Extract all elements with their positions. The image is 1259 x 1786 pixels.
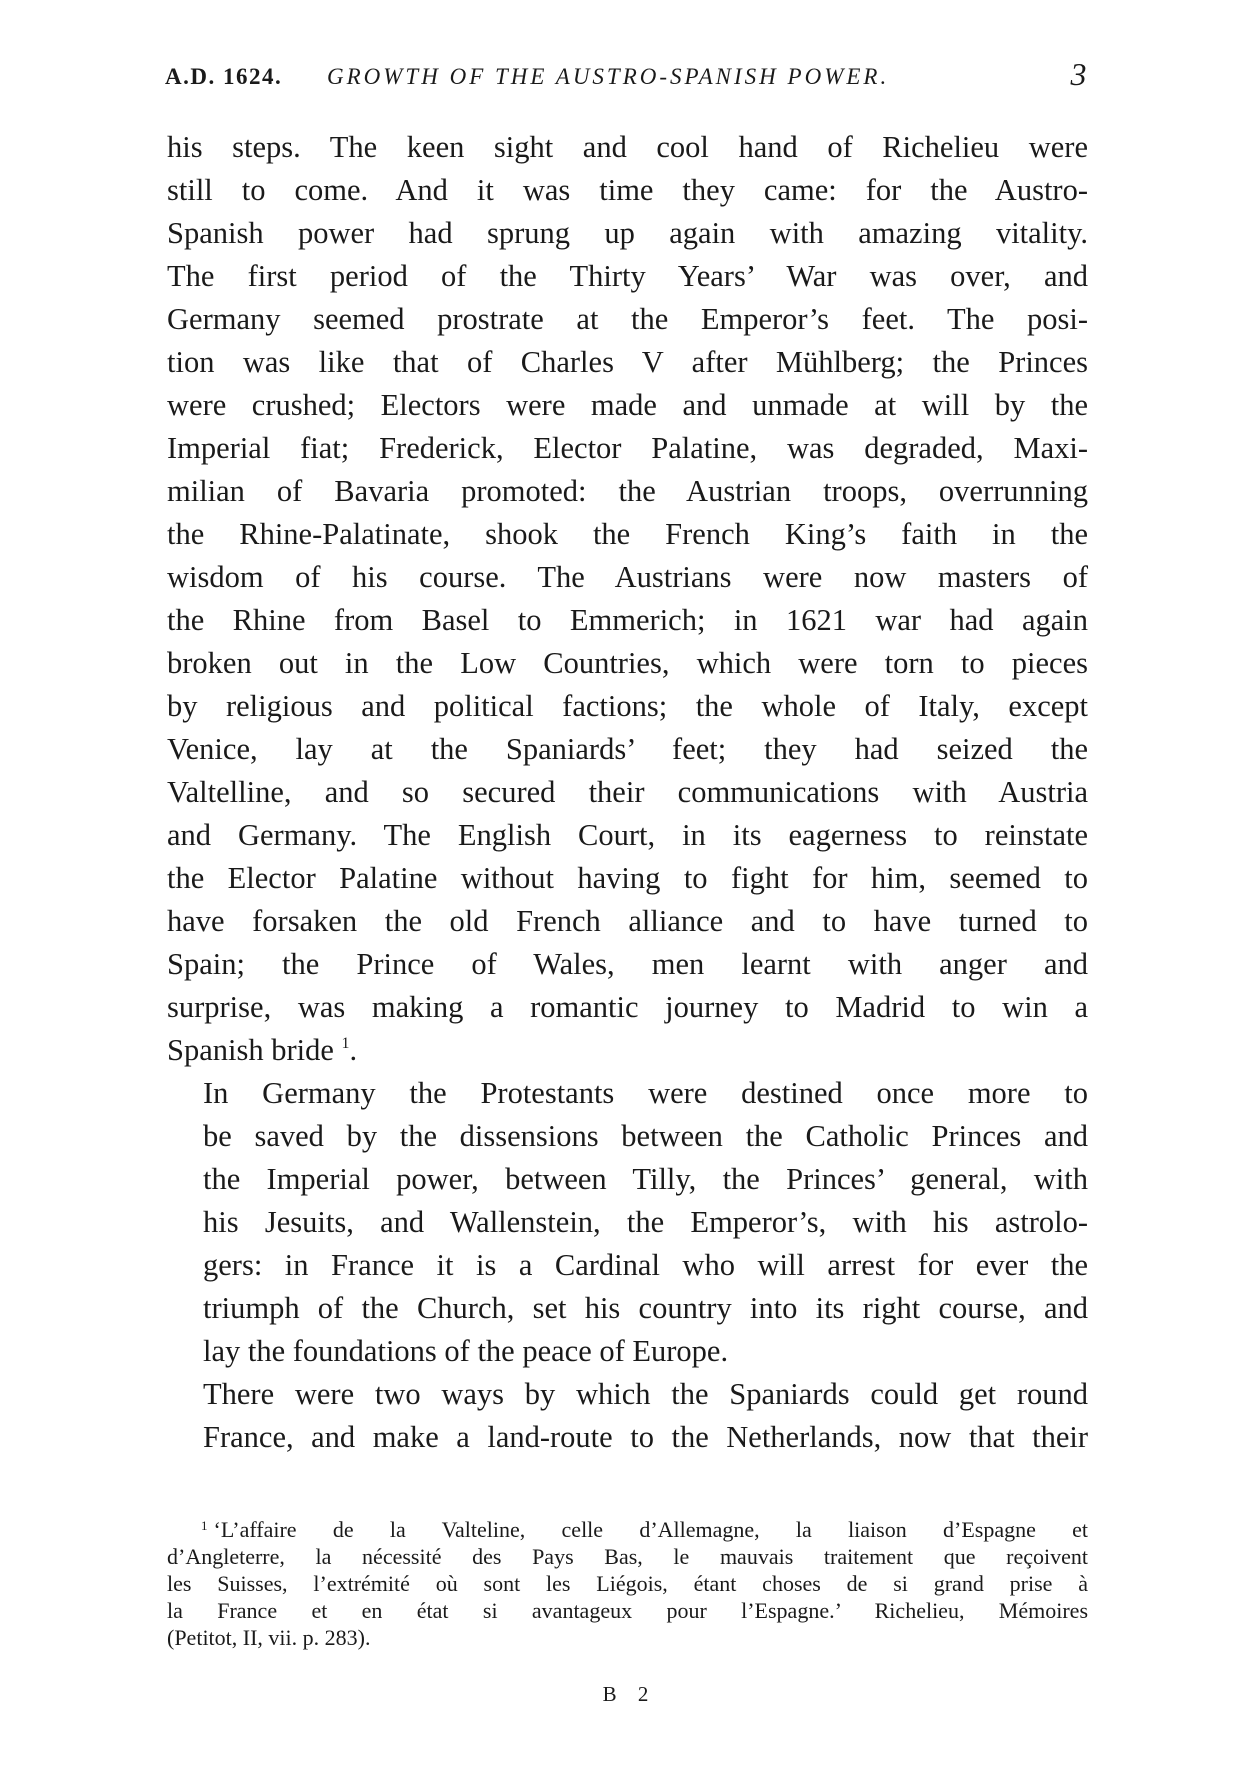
footnote-line: les Suisses, l’extrémité où sont les Liégois, étant choses de si grand prise à: [167, 1571, 1088, 1596]
text-line: the Imperial power, between Tilly, the Princes’ general, with: [203, 1162, 1088, 1196]
text-line: wisdom of his course. The Austrians were now masters of: [167, 560, 1088, 594]
running-head-date: A.D. 1624.: [165, 64, 283, 89]
paragraph-1: [167, 126, 1088, 1072]
text-line: triumph of the Church, set his country into its right course, and: [203, 1291, 1088, 1325]
running-head-title: GROWTH OF THE AUSTRO-SPANISH POWER.: [327, 64, 890, 89]
footnote-line: (Petitot, II, vii. p. 283).: [167, 1625, 371, 1650]
text-line: gers: in France it is a Cardinal who will arrest for ever the: [203, 1248, 1088, 1282]
footnote-line-text: ‘L’affaire de la Valteline, celle d’Allemagne, la liaison d’Espagne et: [213, 1517, 1088, 1542]
text-line: his Jesuits, and Wallenstein, the Emperor’s, with his astrolo-: [203, 1205, 1088, 1239]
text-line: his steps. The keen sight and cool hand of Richelieu were: [167, 130, 1088, 164]
line-text: Spanish bride: [167, 1033, 334, 1067]
text-line: Venice, lay at the Spaniards’ feet; they had seized the: [167, 732, 1088, 766]
body-text: [167, 126, 1088, 1459]
footnote: [167, 1516, 1088, 1651]
paragraph-3: [167, 1373, 1088, 1459]
text-line: by religious and political factions; the whole of Italy, except: [167, 689, 1088, 723]
text-line: Spanish power had sprung up again with amazing vitality.: [167, 216, 1088, 250]
text-line: still to come. And it was time they came: for the Austro-: [167, 173, 1088, 207]
text-line: milian of Bavaria promoted: the Austrian troops, overrunning: [167, 474, 1088, 508]
text-line: France, and make a land-route to the Netherlands, now that their: [203, 1420, 1088, 1454]
text-line: The first period of the Thirty Years’ War was over, and: [167, 259, 1088, 293]
text-line: There were two ways by which the Spaniards could get round: [203, 1377, 1088, 1411]
text-line: the Rhine from Basel to Emmerich; in 1621 war had again: [167, 603, 1088, 637]
text-line: broken out in the Low Countries, which were torn to pieces: [167, 646, 1088, 680]
text-line: and Germany. The English Court, in its eagerness to reinstate: [167, 818, 1088, 852]
footnote-line: la France et en état si avantageux pour l’Espagne.’ Richelieu, Mémoires: [167, 1598, 1088, 1623]
text-line: tion was like that of Charles V after Mühlberg; the Princes: [167, 345, 1088, 379]
footnote-reference[interactable]: 1: [341, 1035, 350, 1052]
text-line: were crushed; Electors were made and unmade at will by the: [167, 388, 1088, 422]
text-line: Valtelline, and so secured their communications with Austria: [167, 775, 1088, 809]
text-line: surprise, was making a romantic journey to Madrid to win a: [167, 990, 1088, 1024]
text-line: Spain; the Prince of Wales, men learnt with anger and: [167, 947, 1088, 981]
text-line: lay the foundations of the peace of Europe.: [203, 1334, 729, 1368]
text-line: [167, 1029, 1088, 1072]
text-line: be saved by the dissensions between the Catholic Princes and: [203, 1119, 1088, 1153]
text-line: Imperial fiat; Frederick, Elector Palatine, was degraded, Maxi-: [167, 431, 1088, 465]
text-line: the Rhine-Palatinate, shook the French King’s faith in the: [167, 517, 1088, 551]
running-head: [165, 56, 1088, 100]
signature-mark: B 2: [602, 1682, 657, 1706]
footnote-line: [167, 1516, 1088, 1543]
text-line: have forsaken the old French alliance and to have turned to: [167, 904, 1088, 938]
paragraph-2: [167, 1072, 1088, 1373]
text-line: Germany seemed prostrate at the Emperor’s feet. The posi-: [167, 302, 1088, 336]
text-line: In Germany the Protestants were destined once more to: [203, 1076, 1088, 1110]
footnote-mark: 1: [201, 1518, 208, 1533]
text-line: the Elector Palatine without having to fight for him, seemed to: [167, 861, 1088, 895]
footnote-line: d’Angleterre, la nécessité des Pays Bas, le mauvais traitement que reçoivent: [167, 1544, 1088, 1569]
end-punctuation: .: [349, 1033, 358, 1067]
page-number: 3: [1070, 56, 1088, 92]
